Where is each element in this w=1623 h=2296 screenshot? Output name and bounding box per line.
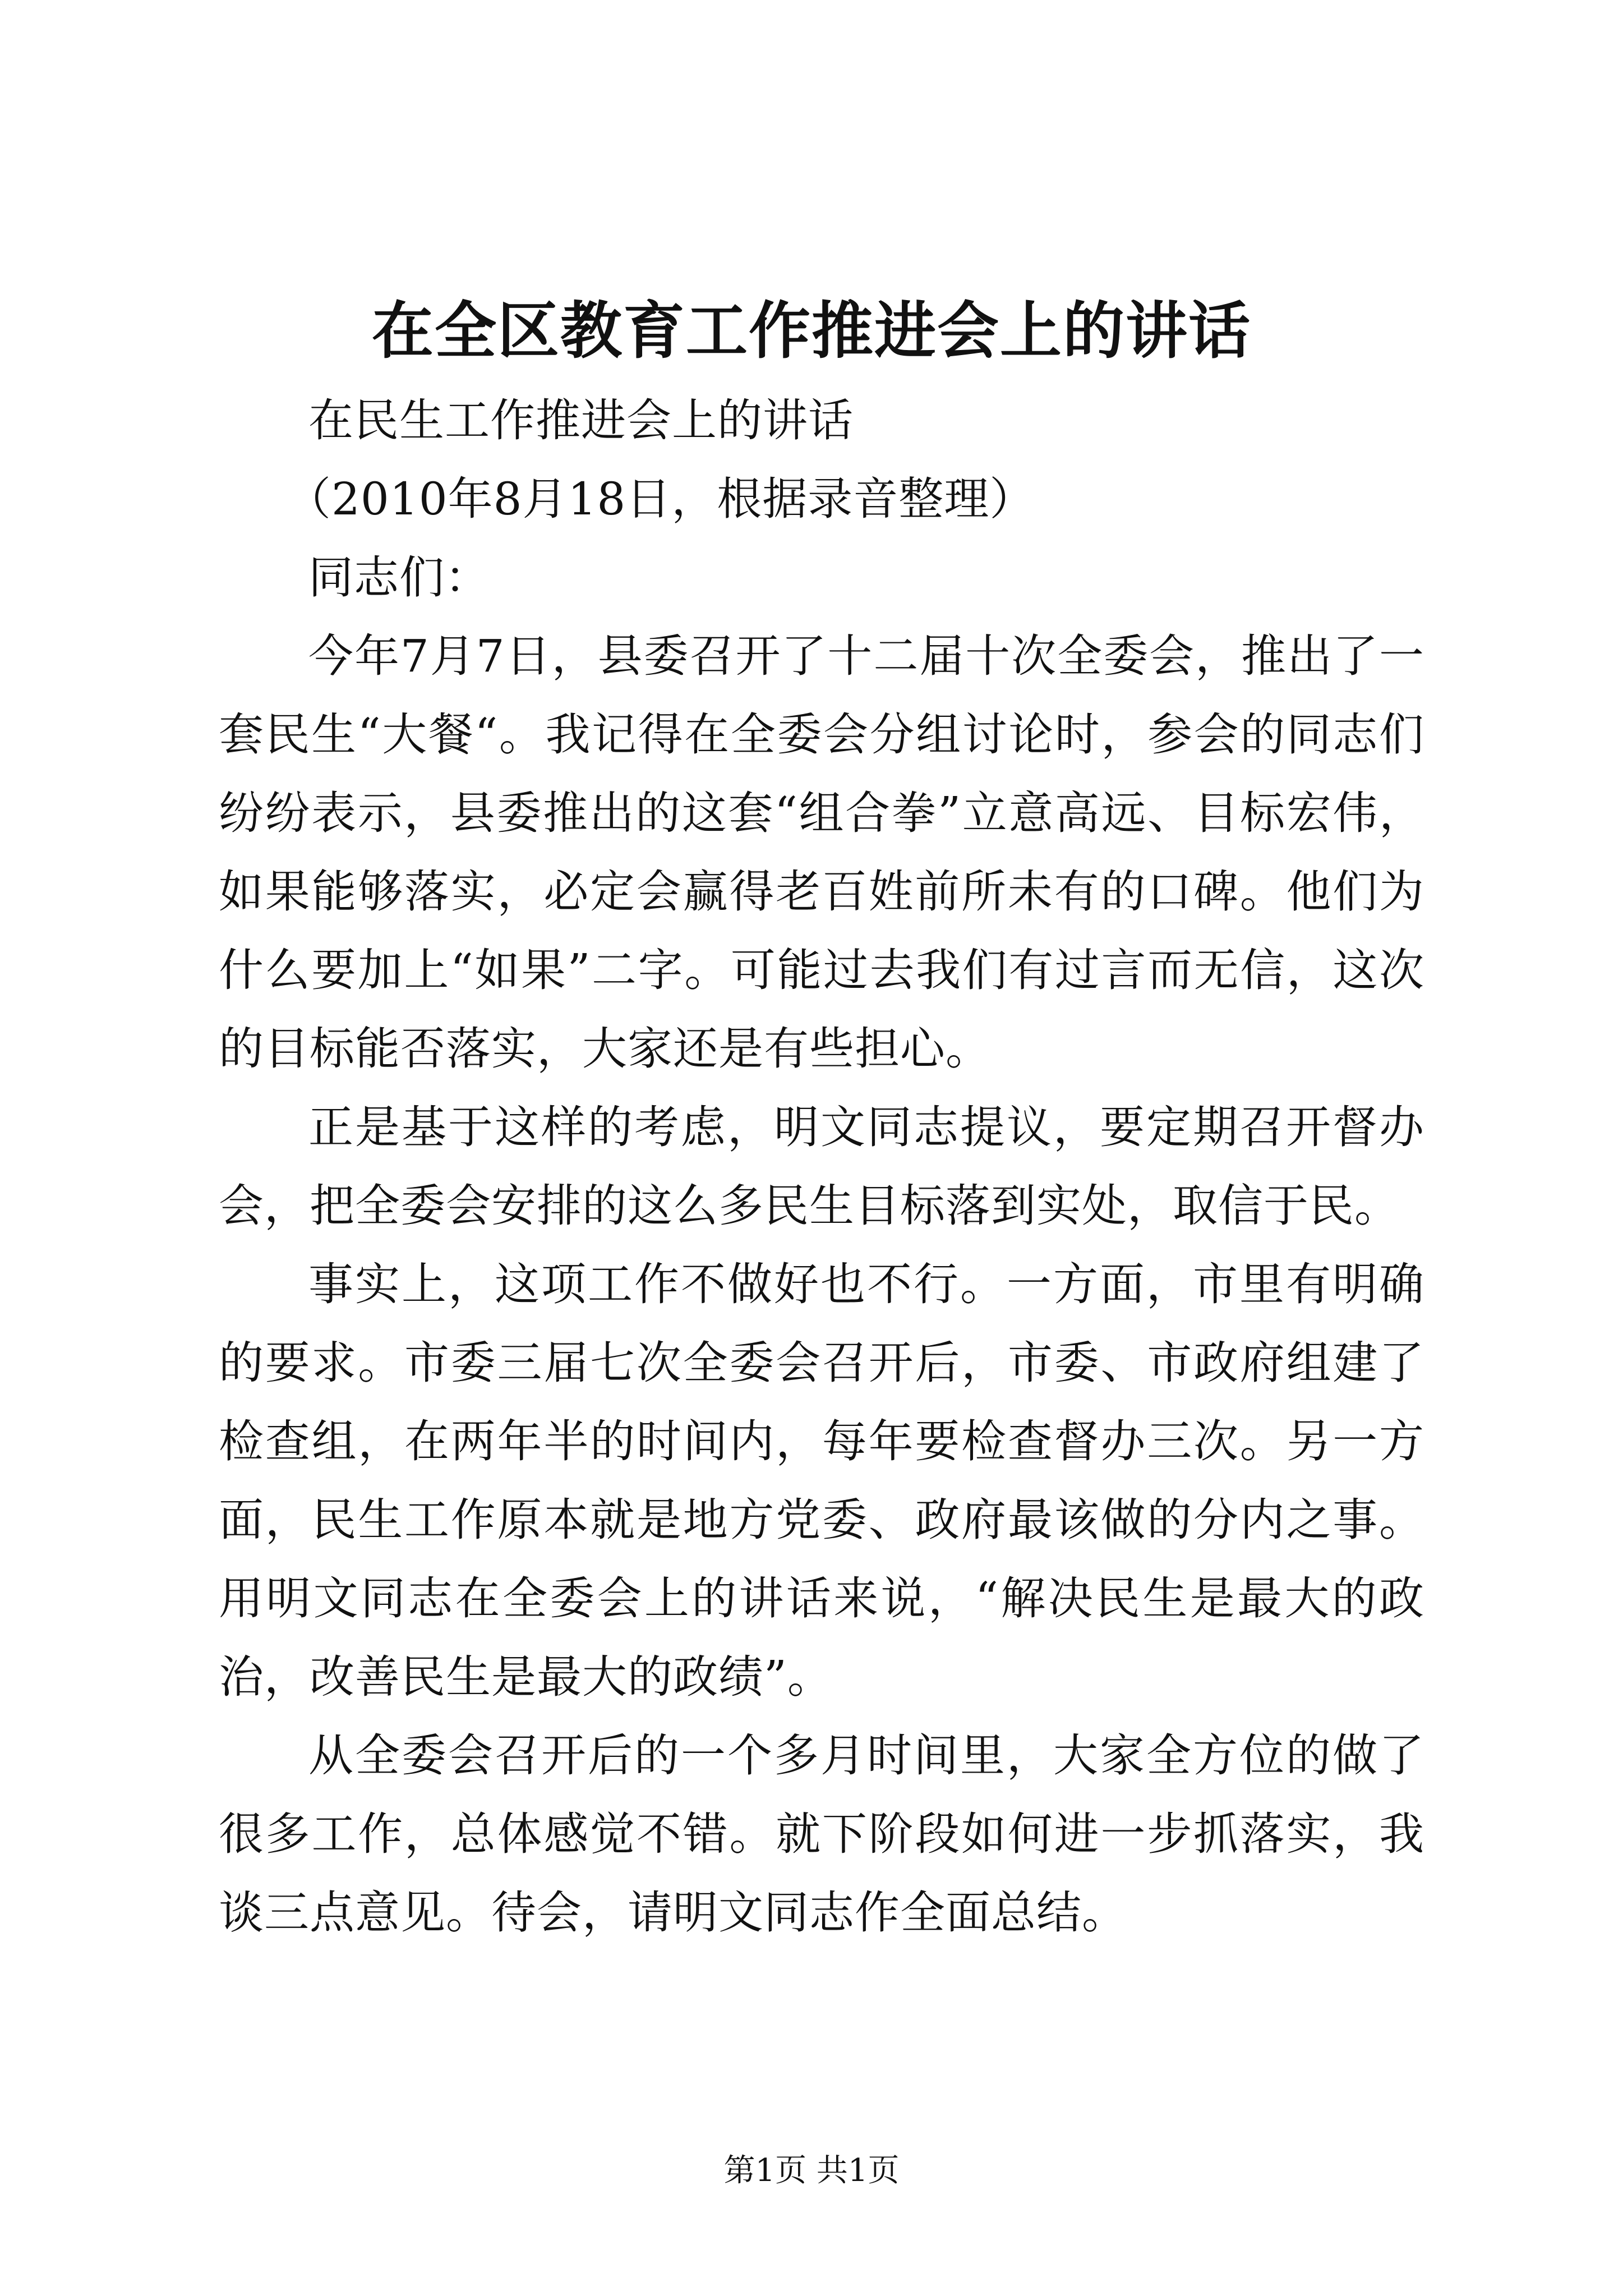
body-paragraph: 从全委会召开后的一个多月时间里，大家全方位的做了很多工作，总体感觉不错。就下阶段如何进一步抓落实，我谈三点意见。待会，请明文同志作全面总结。: [219, 1729, 1424, 1939]
page-footer: 第1页 共1页: [723, 2152, 900, 2189]
body-paragraph: 正是基于这样的考虑，明文同志提议，要定期召开督办会，把全委会安排的这么多民生目标落到实处，取信于民。: [219, 1101, 1424, 1232]
speech-date-note: （2010年8月18日，根据录音整理）: [286, 473, 1035, 525]
salutation: 同志们：: [308, 551, 490, 604]
document-body: [219, 381, 1424, 1952]
body-paragraph: 今年7月7日，县委召开了十二届十次全委会，推出了一套民生“大餐“。我记得在全委会分组讨论时，参会的同志们纷纷表示，县委推出的这套“组合拳”立意高远、目标宏伟，如果能够落实，必定会赢得老百姓前所未有的口碑。他们为什么要加上“如果”二字。可能过去我们有过言而无信，这次的目标能否落实，大家还是有些担心。: [219, 630, 1424, 1075]
document-title: 在全区教育工作推进会上的讲话: [372, 295, 1251, 367]
speech-subtitle: 在民生工作推进会上的讲话: [308, 394, 854, 447]
body-paragraph: 事实上，这项工作不做好也不行。一方面，市里有明确的要求。市委三届七次全委会召开后，市委、市政府组建了检查组，在两年半的时间内，每年要检查督办三次。另一方面，民生工作原本就是地方党委、政府最该做的分内之事。用明文同志在全委会上的讲话来说，“解决民生是最大的政治，改善民生是最大的政绩”。: [219, 1258, 1424, 1703]
